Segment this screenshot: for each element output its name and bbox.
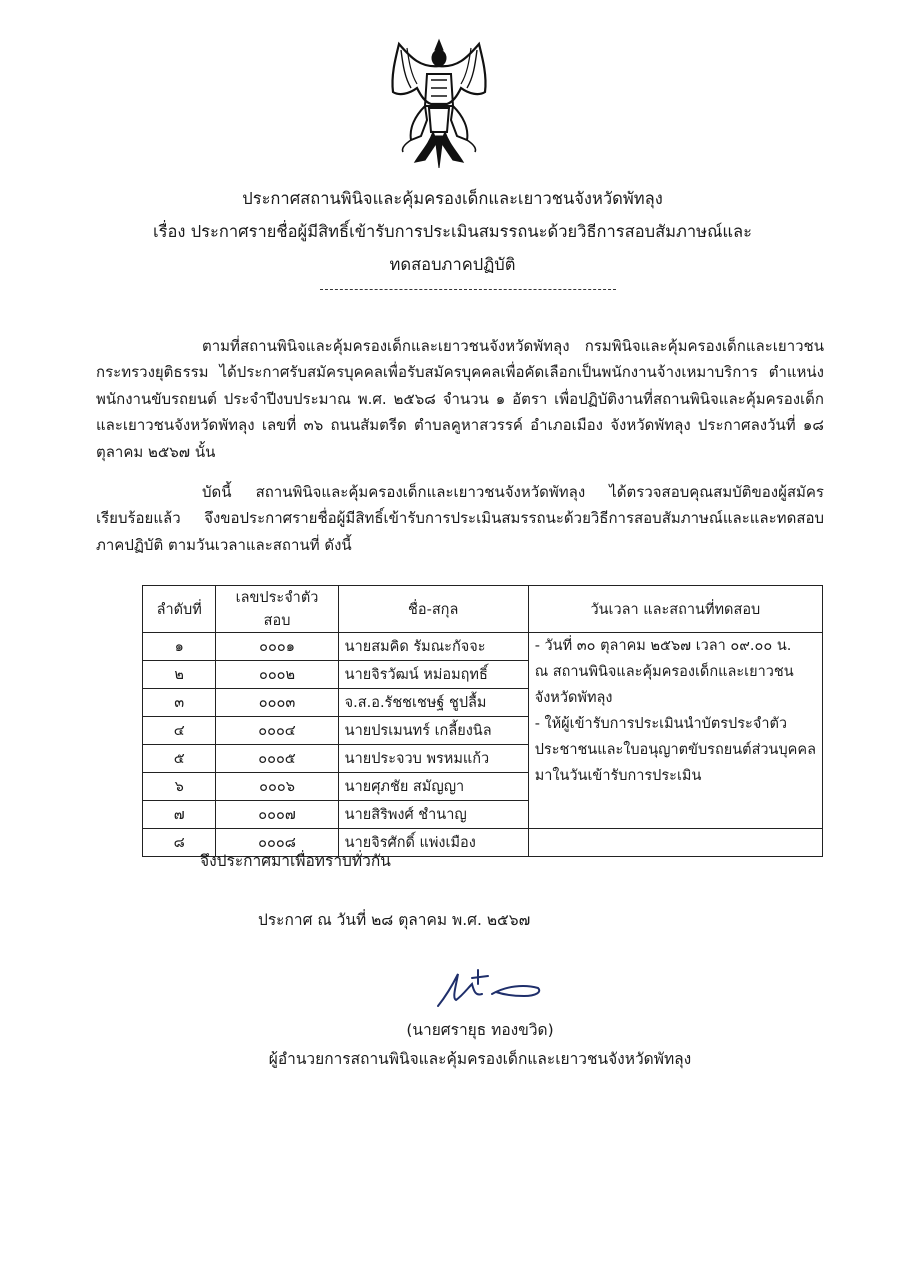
announcement-subject: เรื่อง ประกาศรายชื่อผู้มีสิทธิ์เข้ารับการประเมินสมรรถนะด้วยวิธีการสอบสัมภาษณ์และ: [153, 222, 752, 241]
body-paragraph-1: ตามที่สถานพินิจและคุ้มครองเด็กและเยาวชนจังหวัดพัทลุง กรมพินิจและคุ้มครองเด็กและเยาวชน กระทรวงยุติธรรม ได้ประกาศรับสมัครบุคคลเพื่อรับสมัครบุคคลเพื่อคัดเลือกเป็นพนักงานจ้างเหมาบริการ ตำแหน่งพนักงานขับรถยนต์ ประจำปีงบประมาณ พ.ศ. ๒๕๖๘ จำนวน ๑ อัตรา เพื่อปฏิบัติงานที่สถานพินิจและคุ้มครองเด็กและเยาวชนจังหวัดพัทลุง เลขที่ ๓๖ ถนนสัมตรีด ตำบลคูหาสวรรค์ อำเภอเมือง จังหวัดพัทลุง ประกาศลงวันที่ ๑๘ ตุลาคม ๒๕๖๗ นั้น: [96, 337, 824, 461]
schedule-line: มาในวันเข้ารับการประเมิน: [534, 768, 702, 784]
schedule-line: จังหวัดพัทลุง: [534, 690, 613, 706]
table-row: [143, 633, 823, 661]
header-order: ลำดับที่: [143, 586, 216, 633]
signer-name: (นายศรายุธ ทองขวิด): [406, 1021, 554, 1039]
row-full-name: นายประจวบ พรหมแก้ว: [338, 745, 528, 773]
row-exam-id: ๐๐๐๖: [216, 773, 338, 801]
row-exam-id: ๐๐๐๘: [216, 829, 338, 857]
row-order: ๕: [143, 745, 216, 773]
row-order: ๖: [143, 773, 216, 801]
row-full-name: นายสิริพงศ์ ชำนาญ: [338, 801, 528, 829]
row-full-name: นายจิรวัฒน์ หม่อมฤทธิ์: [338, 661, 528, 689]
closing-statement: จึงประกาศมาเพื่อทราบทั่วกัน: [200, 852, 391, 870]
row-order: ๔: [143, 717, 216, 745]
header-date-place: วันเวลา และสถานที่ทดสอบ: [528, 586, 822, 633]
row-exam-id: ๐๐๐๓: [216, 689, 338, 717]
header-exam-id: เลขประจำตัวสอบ: [216, 586, 338, 633]
handwritten-signature: [432, 966, 550, 1010]
announcement-title: ประกาศสถานพินิจและคุ้มครองเด็กและเยาวชนจังหวัดพัทลุง: [242, 189, 663, 208]
announcement-date: ประกาศ ณ วันที่ ๒๘ ตุลาคม พ.ศ. ๒๕๖๗: [258, 911, 531, 929]
row-full-name: จ.ส.อ.รัชชเชษฐ์ ชูปลื้ม: [338, 689, 528, 717]
schedule-line: - วันที่ ๓๐ ตุลาคม ๒๕๖๗ เวลา ๐๙.๐๐ น.: [534, 638, 792, 654]
empty-cell: [528, 829, 822, 857]
row-order: ๓: [143, 689, 216, 717]
row-full-name: นายปรเมนทร์ เกลี้ยงนิล: [338, 717, 528, 745]
schedule-line: ณ สถานพินิจและคุ้มครองเด็กและเยาวชน: [534, 664, 794, 680]
row-exam-id: ๐๐๐๒: [216, 661, 338, 689]
row-exam-id: ๐๐๐๕: [216, 745, 338, 773]
row-exam-id: ๐๐๐๗: [216, 801, 338, 829]
row-order: ๘: [143, 829, 216, 857]
row-full-name: นายจิรศักดิ์ แพ่งเมือง: [338, 829, 528, 857]
row-order: ๗: [143, 801, 216, 829]
row-order: ๒: [143, 661, 216, 689]
table-header-row: [143, 586, 823, 633]
row-full-name: นายสมคิด รัมณะกัจจะ: [338, 633, 528, 661]
body-paragraph-2: บัดนี้ สถานพินิจและคุ้มครองเด็กและเยาวชนจังหวัดพัทลุง ได้ตรวจสอบคุณสมบัติของผู้สมัครเรียบร้อยแล้ว จึงขอประกาศรายชื่อผู้มีสิทธิ์เข้ารับการประเมินสมรรถนะด้วยวิธีการสอบสัมภาษณ์และและทดสอบภาคปฏิบัติ ตามวันเวลาและสถานที่ ดังนี้: [96, 483, 824, 554]
row-order: ๑: [143, 633, 216, 661]
exam-schedule-cell: [528, 633, 822, 829]
garuda-emblem: [381, 36, 497, 172]
announcement-subject-continued: ทดสอบภาคปฏิบัติ: [389, 255, 516, 274]
row-exam-id: ๐๐๐๔: [216, 717, 338, 745]
candidate-table: [142, 585, 823, 857]
header-full-name: ชื่อ-สกุล: [338, 586, 528, 633]
row-full-name: นายศุภชัย สมัญญา: [338, 773, 528, 801]
signer-position: ผู้อำนวยการสถานพินิจและคุ้มครองเด็กและเยาวชนจังหวัดพัทลุง: [268, 1050, 692, 1068]
dashed-divider: [320, 289, 616, 290]
row-exam-id: ๐๐๐๑: [216, 633, 338, 661]
schedule-line: ประชาชนและใบอนุญาตขับรถยนต์ส่วนบุคคล: [534, 742, 816, 758]
schedule-line: - ให้ผู้เข้ารับการประเมินนำบัตรประจำตัว: [534, 716, 788, 732]
